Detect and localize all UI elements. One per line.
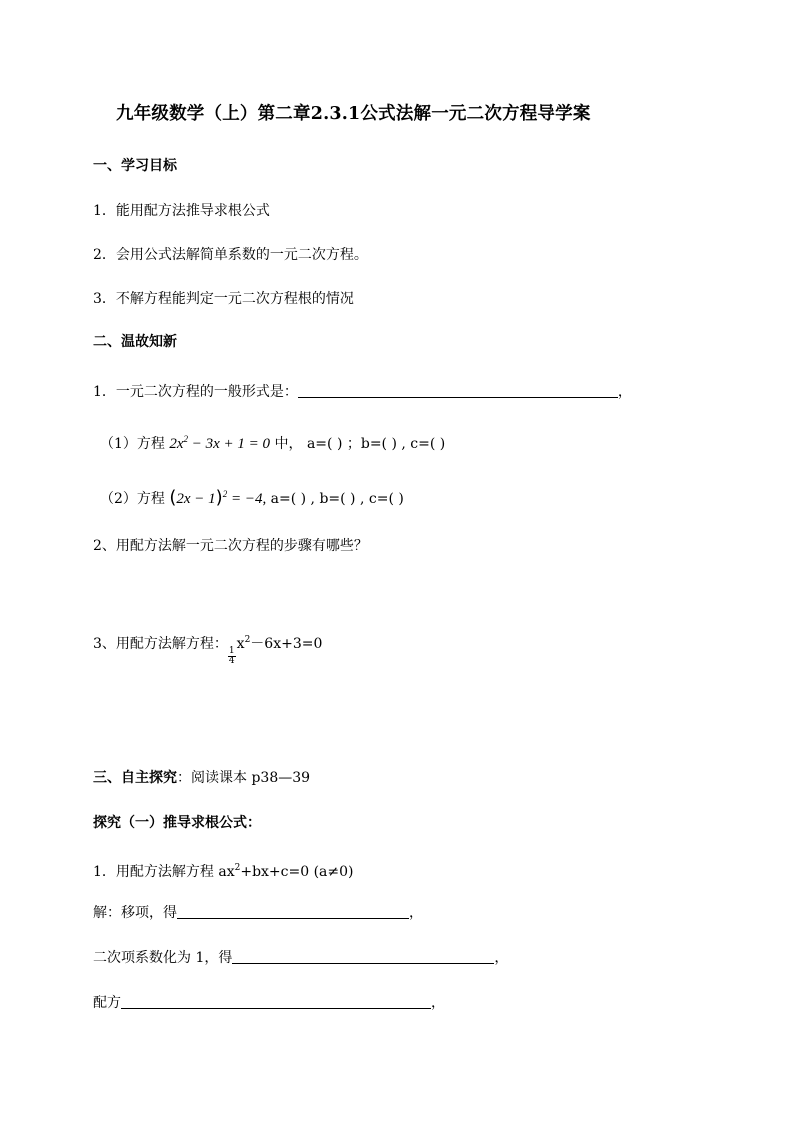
- equation-1-exponent: 2: [183, 434, 189, 444]
- solution-step-1-text: 解：移项，得: [93, 905, 177, 921]
- section-heading-explore-label: 三、自主探究: [93, 770, 177, 786]
- fraction-numerator: 1: [228, 646, 235, 656]
- goal-item-1: 1．能用配方法推导求根公式: [93, 203, 270, 219]
- subquestion-1-suffix: 中， a=( ) ；b=( ) , c=( ): [270, 436, 446, 452]
- review-question-1-suffix: ，: [617, 384, 632, 400]
- equation-1-rest: − 3x + 1 = 0: [188, 436, 271, 452]
- equation-3-variable: x: [236, 636, 245, 652]
- review-question-1-text: 1．一元二次方程的一般形式是：: [93, 384, 298, 400]
- solution-step-3-suffix: ，: [431, 995, 445, 1011]
- answer-blank[interactable]: [177, 903, 409, 919]
- explore-item-1-exponent: 2: [234, 863, 241, 873]
- solution-step-2-text: 二次项系数化为 1，得: [93, 950, 233, 966]
- equation-1-term: 2x: [169, 436, 184, 452]
- equation-2-inner: 2x − 1: [176, 491, 216, 507]
- review-question-3-text: 3、用配方法解方程：: [93, 636, 228, 652]
- goal-item-2: 2．会用公式法解简单系数的一元二次方程。: [93, 247, 368, 263]
- answer-blank[interactable]: [298, 382, 618, 398]
- equation-2: $(2x - 1)^2 = -4$,: [169, 487, 267, 508]
- review-question-1: [93, 382, 632, 402]
- explore-subheading: 探究（一）推导求根公式：: [93, 815, 261, 831]
- review-question-3: [93, 630, 322, 666]
- section-heading-explore: [93, 768, 310, 788]
- equation-3-exponent: 2: [244, 635, 251, 645]
- review-subquestion-2: [100, 484, 404, 509]
- section-heading-explore-suffix: ：阅读课本 p38—39: [177, 770, 311, 786]
- solution-step-3: [93, 993, 445, 1013]
- equation-2-rest: = −4,: [227, 491, 267, 507]
- section-heading-review: 二、温故知新: [93, 334, 177, 350]
- subquestion-2-prefix: （2）方程: [100, 491, 170, 507]
- review-question-2: 2、用配方法解一元二次方程的步骤有哪些？: [93, 538, 368, 554]
- subquestion-2-suffix: a=( ) , b=( ) , c=( ): [266, 491, 404, 507]
- goal-item-3: 3．不解方程能判定一元二次方程根的情况: [93, 291, 354, 307]
- section-heading-goals: 一、学习目标: [93, 158, 177, 174]
- equation-3-rest: －6x+3=0: [250, 636, 323, 652]
- solution-step-2: [93, 948, 508, 968]
- solution-step-3-text: 配方: [93, 995, 121, 1011]
- explore-item-1: [93, 858, 354, 882]
- solution-step-2-suffix: ，: [494, 950, 509, 966]
- answer-blank[interactable]: [232, 948, 494, 964]
- answer-blank[interactable]: [121, 993, 431, 1009]
- subquestion-1-prefix: （1）方程: [100, 436, 170, 452]
- explore-item-1-text: 1．用配方法解方程 ax: [93, 864, 235, 880]
- document-title: 九年级数学（上）第二章2.3.1公式法解一元二次方程导学案: [116, 104, 591, 124]
- solution-step-1: [93, 903, 423, 923]
- explore-item-1-rest: +bx+c=0 (a≠0): [240, 864, 354, 880]
- solution-step-1-suffix: ，: [409, 905, 423, 921]
- review-subquestion-1: [100, 429, 445, 454]
- equation-1: [169, 436, 270, 452]
- equation-2-exponent: 2: [222, 489, 228, 499]
- fraction: [228, 647, 236, 666]
- fraction-denominator: 4: [228, 656, 235, 666]
